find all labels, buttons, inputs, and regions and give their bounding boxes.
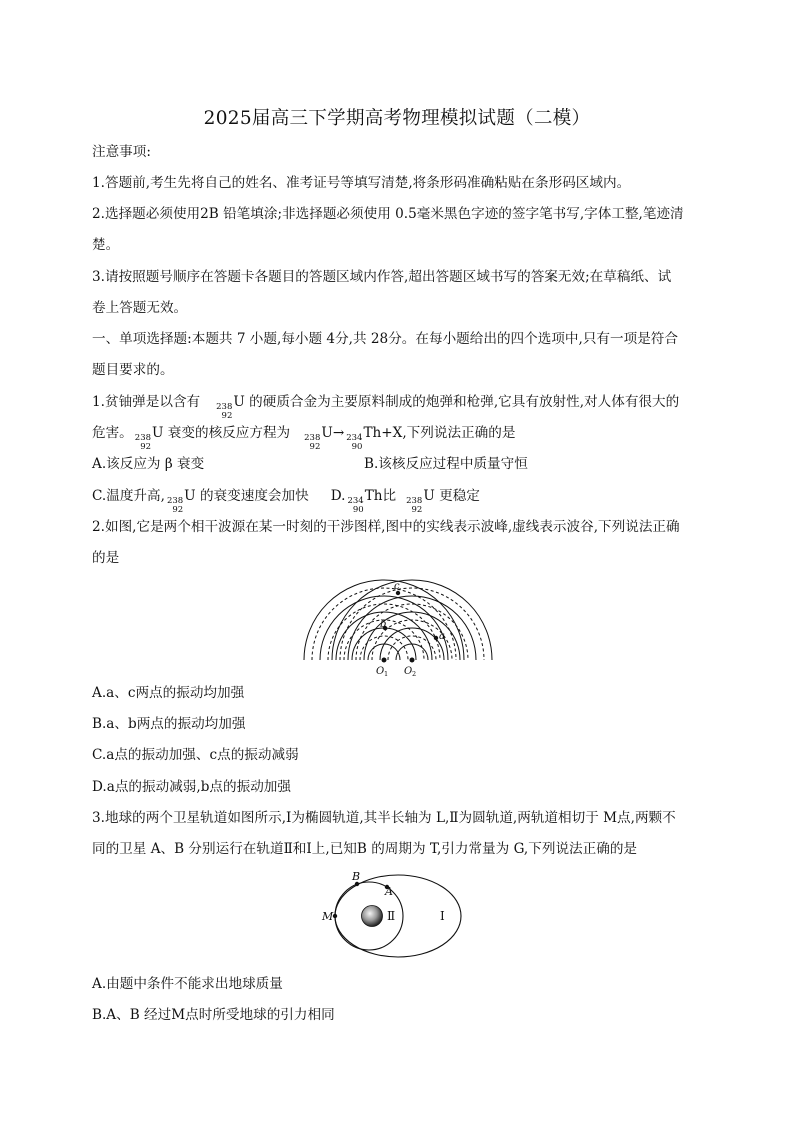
source-o2-point [410,658,415,663]
point-c-label: c [394,581,400,592]
thorium-isotope: 234 90 [346,433,363,452]
uranium-isotope: 238 92 [216,402,233,421]
q1-stem1-pre: 1.贫铀弹是以含有 [92,394,201,410]
q1-stem1-post: U 的硬质合金为主要原料制成的炮弹和枪弹,它具有放射性,对人体有很大的 [233,394,680,410]
q1-options-row1 [92,455,702,473]
section-heading-line1: 一、单项选择题:本题共 7 小题,每小题 4分,共 28分。在每小题给出的四个选项中,只有一项是符合 [92,331,678,347]
notice-heading: 注意事项: [92,144,151,160]
earth-icon [362,906,383,927]
notice-item-3-line1: 3.请按照题号顺序在答题卡各题目的答题区域内作答,超出答题区域书写的答案无效;在草稿纸、试 [92,269,672,285]
q1-stem-line1 [92,393,679,420]
notice-item-3-line2: 卷上答题无效。 [92,300,188,316]
q3-option-b[interactable]: B.A、B 经过M点时所受地球的引力相同 [92,1007,335,1023]
q2-stem-line2: 的是 [92,550,120,566]
page-title: 2025届高三下学期高考物理模拟试题（二模） [203,108,591,129]
q2-option-c[interactable]: C.a点的振动加强、c点的振动减弱 [92,747,299,763]
point-a-marker [434,636,438,640]
orbit-ii-label: Ⅱ [387,909,396,923]
notice-item-2-line2: 楚。 [92,237,120,253]
notice-item-1: 1.答题前,考生先将自己的姓名、准考证号等填写清楚,将条形码准确粘贴在条形码区域内。 [92,175,631,191]
uranium-isotope: 238 92 [134,433,152,452]
q1-option-d[interactable]: D. 234 90 Th比 238 92 U 更稳定 [330,488,480,515]
q2-option-a[interactable]: A.a、c两点的振动均加强 [92,685,245,701]
point-m-label: M [322,910,334,923]
orbit-i-label: Ⅰ [440,909,445,923]
q3-stem-line2: 同的卫星 A、B 分别运行在轨道Ⅱ和Ⅰ上,已知B 的周期为 T,引力常量为 G,下列说法正确的是 [92,841,638,857]
satellite-a-label: A [385,885,393,898]
uranium-isotope: 238 92 [304,433,321,452]
satellite-b-label: B [352,870,361,883]
source-o1-label: O [376,666,385,677]
crest-arc-o2 [364,612,460,660]
source-o2-subscript: 2 [412,670,417,678]
q1-option-a[interactable]: A.该反应为 β 衰变 [92,456,205,472]
notice-item-2-line1: 2.选择题必须使用2B 铅笔填涂;非选择题必须使用 0.5毫米黑色字迹的签字笔书写,字体工整,笔迹清 [92,206,684,222]
q2-stem-line1: 2.如图,它是两个相干波源在某一时刻的干涉图样,图中的实线表示波峰,虚线表示波谷,下列说法正确 [92,519,680,535]
q2-option-b[interactable]: B.a、b两点的振动均加强 [92,716,246,732]
q1-option-c[interactable]: C.温度升高, 238 92 U 的衰变速度会加快 [92,488,309,515]
q3-stem-line1: 3.地球的两个卫星轨道如图所示,Ⅰ为椭圆轨道,其半长轴为 L,Ⅱ为圆轨道,两轨道相切于 M点,两颗不 [92,810,676,826]
q1-options-row2 [92,487,480,514]
source-o1-subscript: 1 [384,670,389,678]
source-o1-point [382,658,387,663]
q3-option-a[interactable]: A.由题中条件不能求出地球质量 [92,976,283,992]
section-heading-line2: 题目要求的。 [92,362,174,378]
source-o2-label: O [404,666,413,677]
point-a-label: a [439,631,445,642]
point-b-label: b [380,619,387,630]
interference-figure [297,572,507,680]
q2-option-d[interactable]: D.a点的振动减弱,b点的振动加强 [92,779,291,795]
q1-stem-line2: 危害。 238 92 U 衰变的核反应方程为 238 92 U→ 234 90 Th+X,下列说法正确的是 [92,425,516,452]
q1-option-b[interactable]: B.该核反应过程中质量守恒 [364,456,528,472]
orbit-figure [322,866,468,962]
trough-arc-o2 [340,588,484,660]
point-m-marker [333,914,337,918]
